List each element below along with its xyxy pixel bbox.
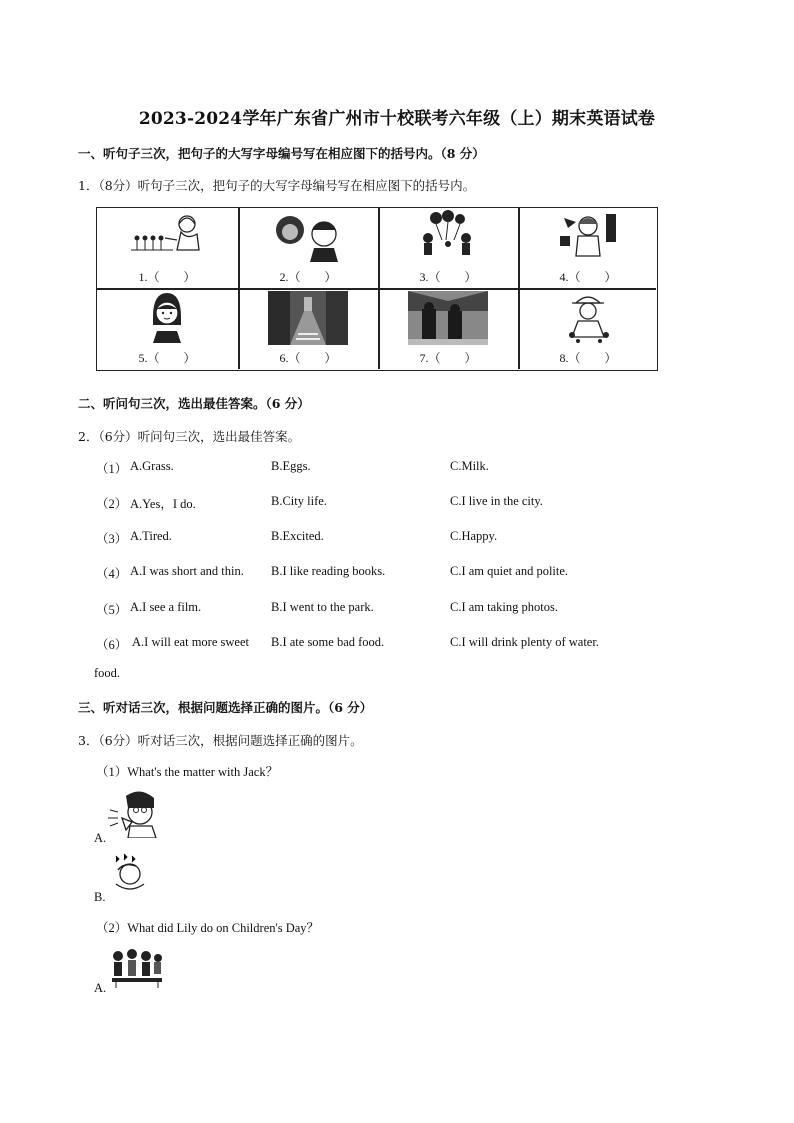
- people-walking-image: [408, 291, 488, 345]
- picture-7: [378, 289, 518, 370]
- picture-1: [97, 208, 237, 289]
- question-3-2: （2）What did Lily do on Children's Day？: [96, 921, 320, 935]
- item-4-number: （4）: [96, 567, 128, 581]
- picture-grid: [96, 207, 658, 371]
- picture-1-label: 1.（ ）: [138, 270, 196, 284]
- question-3-1: （1）What's the matter with Jack？: [96, 765, 279, 779]
- two-faces-image: [268, 210, 348, 264]
- children-performing-image[interactable]: [108, 946, 164, 990]
- item-2-option-a[interactable]: A.Yes，I do.: [130, 497, 196, 511]
- picture-5: [97, 289, 237, 370]
- picture-7-label: 7.（ ）: [419, 351, 477, 365]
- picture-2: [238, 208, 378, 289]
- item-1-option-b[interactable]: B.Eggs.: [271, 459, 311, 473]
- item-6-option-c[interactable]: C.I will drink plenty of water.: [450, 635, 599, 649]
- item-5-option-a[interactable]: A.I see a film.: [130, 600, 202, 614]
- page-title: 2023-2024学年广东省广州市十校联考六年级（上）期末英语试卷: [138, 109, 656, 129]
- item-2-option-b[interactable]: B.City life.: [271, 494, 327, 508]
- girl-face-image: [127, 291, 207, 345]
- girl-with-hat-image: [548, 291, 628, 345]
- picture-8: [518, 289, 658, 370]
- picture-6-label: 6.（ ）: [279, 351, 337, 365]
- item-6-option-a[interactable]: A.I will eat more sweet: [132, 635, 249, 649]
- picture-4: [518, 208, 658, 289]
- picture-6: [238, 289, 378, 370]
- item-4-option-a[interactable]: A.I was short and thin.: [130, 564, 244, 578]
- item-2-option-c[interactable]: C.I live in the city.: [450, 494, 543, 508]
- item-6-option-b[interactable]: B.I ate some bad food.: [271, 635, 385, 649]
- item-6-option-a-continued: food.: [94, 666, 121, 680]
- question-3-1-option-a-label[interactable]: A.: [94, 831, 107, 845]
- question-2-stem: 2．（6分）听问句三次，选出最佳答案。: [78, 429, 301, 444]
- item-6-number: （6）: [96, 638, 128, 652]
- item-1-option-a[interactable]: A.Grass.: [130, 459, 174, 473]
- picture-2-label: 2.（ ）: [279, 270, 337, 284]
- item-4-option-c[interactable]: C.I am quiet and polite.: [450, 564, 569, 578]
- item-3-option-a[interactable]: A.Tired.: [130, 529, 172, 543]
- item-3-number: （3）: [96, 532, 128, 546]
- item-3-option-c[interactable]: C.Happy.: [450, 529, 498, 543]
- headache-boy-image[interactable]: [108, 852, 152, 892]
- item-3-option-b[interactable]: B.Excited.: [271, 529, 324, 543]
- picture-5-label: 5.（ ）: [138, 351, 196, 365]
- section-1-heading: 一、听句子三次，把句子的大写字母编号写在相应图下的括号内。（8 分）: [78, 146, 485, 161]
- section-2-heading: 二、听问句三次，选出最佳答案。（6 分）: [78, 396, 310, 411]
- item-5-option-c[interactable]: C.I am taking photos.: [450, 600, 558, 614]
- item-2-number: （2）: [96, 497, 128, 511]
- question-3-stem: 3．（6分）听对话三次，根据问题选择正确的图片。: [78, 733, 363, 748]
- item-1-option-c[interactable]: C.Milk.: [450, 459, 489, 473]
- item-1-number: （1）: [96, 462, 128, 476]
- city-street-image: [268, 291, 348, 345]
- item-4-option-b[interactable]: B.I like reading books.: [271, 564, 386, 578]
- item-5-number: （5）: [96, 603, 128, 617]
- picture-4-label: 4.（ ）: [559, 270, 617, 284]
- picture-8-label: 8.（ ）: [559, 351, 617, 365]
- girl-watering-flowers-image: [127, 210, 207, 264]
- picture-3-label: 3.（ ）: [419, 270, 477, 284]
- balloons-people-image: [408, 210, 488, 264]
- question-3-1-option-b-label[interactable]: B.: [94, 890, 106, 904]
- person-shopping-image: [548, 210, 628, 264]
- section-3-heading: 三、听对话三次，根据问题选择正确的图片。（6 分）: [78, 700, 373, 715]
- picture-3: [378, 208, 518, 289]
- item-5-option-b[interactable]: B.I went to the park.: [271, 600, 374, 614]
- sneezing-boy-image[interactable]: [106, 788, 162, 838]
- question-1-stem: 1．（8分）听句子三次，把句子的大写字母编号写在相应图下的括号内。: [78, 178, 476, 193]
- question-3-2-option-a-label[interactable]: A.: [94, 981, 107, 995]
